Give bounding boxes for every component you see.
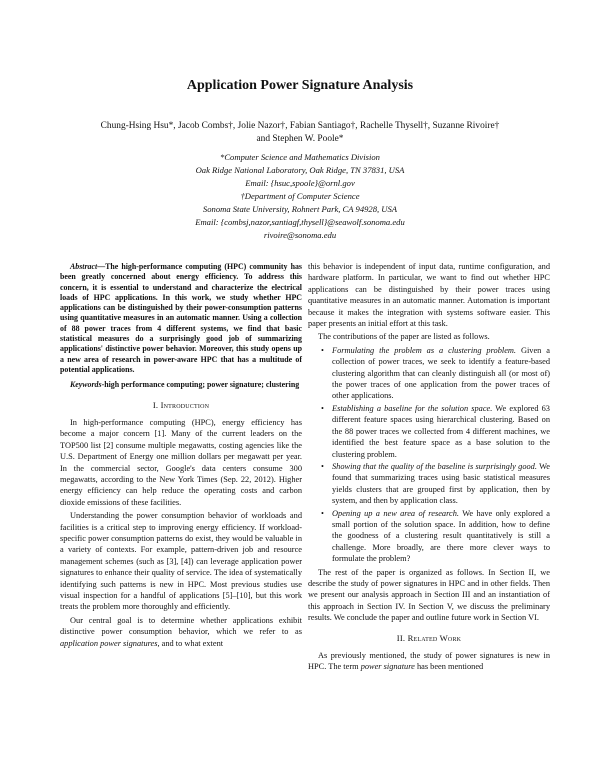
author-line-2: and Stephen W. Poole* bbox=[256, 134, 344, 144]
body-paragraph: Understanding the power consumption behavior of workloads and facilities is a critical step to improving energy efficiency. If workload-specific power consumption patterns do exist, they would be valuable in a variety of contexts. For example, pattern-driven job and resource management schemes (such as [3], [4]) can leverage application power signatures to enhance their quality of service. The idea of systematically identifying such patterns is new in HPC. Most previous studies use visual inspection for a handful of applications [5]–[10], but this work treats the problem more thoroughly and efficiently. bbox=[60, 511, 302, 612]
right-column bbox=[308, 261, 550, 673]
body-paragraph: The contributions of the paper are listed as follows. bbox=[318, 332, 490, 342]
author-list bbox=[70, 120, 530, 146]
affiliation-line: Oak Ridge National Laboratory, Oak Ridge, TN 37831, USA bbox=[195, 165, 405, 175]
affiliation-line: Sonoma State University, Rohnert Park, CA 94928, USA bbox=[202, 204, 398, 214]
body-paragraph: The rest of the paper is organized as follows. In Section II, we describe the study of power signatures in HPC and in other fields. Then we present our analysis approach in Section III and an instantiation of this approach in Section IV. In Section V, we discuss the preliminary results. We conclude the paper and outline future work in Section VI. bbox=[308, 567, 550, 623]
abstract bbox=[60, 262, 302, 375]
emphasis: Showing that the quality of the baseline is surprisingly good. bbox=[332, 461, 537, 471]
keywords-label: Keywords bbox=[70, 380, 102, 390]
abstract-label: Abstract bbox=[70, 262, 98, 271]
body-paragraph: this behavior is independent of input data, runtime configuration, and hardware platform. In particular, we want to find out whether HPC applications can be distinguished by their power traces using quantitative measures in an automatic manner. Automation is important because it makes the integration with systems software easier. This paper presents an initial effort at this task. bbox=[308, 262, 550, 329]
author-line-1: Chung-Hsing Hsu*, Jacob Combs†, Jolie Nazor†, Fabian Santiago†, Rachelle Thysell†, Suzanne Rivoire† bbox=[100, 121, 500, 131]
affiliation-line: rivoire@sonoma.edu bbox=[263, 230, 337, 240]
affiliation-line: Email: {hsuc,spoole}@ornl.gov bbox=[245, 178, 355, 188]
list-item bbox=[332, 345, 550, 402]
section-heading-related-work: II. Related Work bbox=[396, 632, 462, 643]
affiliation-line: Email: {combsj,nazor,santiagf,thysell}@seawolf.sonoma.edu bbox=[195, 217, 405, 227]
emphasis: Establishing a baseline for the solution space. bbox=[332, 403, 493, 413]
text-run: , and to what extent bbox=[157, 638, 224, 648]
abstract-text: —The high-performance computing (HPC) community has been greatly concerned about energy efficiency. To address this concern, it is essential to understand and characterize the electrical loads of HPC applications. In this work, we study whether HPC applications can be distinguished by their power-consumption patterns using quantitative measures in an automatic manner. Using a collection of 88 power traces from 4 different systems, we find that basic statistical measures do a surprisingly good job of summarizing applications' distinctive power behavior. Moreover, this study opens up a new area of research in power-aware HPC that has a multitude of potential applications. bbox=[60, 262, 302, 374]
emphasis: application power signatures bbox=[60, 638, 158, 648]
text-run: has been mentioned bbox=[414, 662, 484, 672]
text-run: Given a collection of power traces, we seek to identify a feature-based clustering algorithm that can cleanly distinguish all (or most of) the power traces of one application from the power traces of other applications. bbox=[332, 345, 550, 401]
body-paragraph: In high-performance computing (HPC), energy efficiency has become a major concern [1]. Many of the current leaders on the TOP500 list [2] consume multiple megawatts, costing agencies like the U.S. Department of Energy one million dollars per megawatt per year. In the commercial sector, Google's data centers consume 300 megawatts, according to the New York Times (Sep. 22, 2012). Higher energy efficiency can help reduce the operating costs and carbon dioxide emissions of these facilities. bbox=[60, 417, 302, 507]
emphasis: power signature bbox=[360, 662, 415, 672]
list-item bbox=[332, 403, 550, 460]
emphasis: Opening up a new area of research. bbox=[332, 508, 459, 518]
text-run: We explored 63 different feature spaces using hierarchical clustering. Based on the 88 power traces we collected from 4 different machines, we identified the best feature space as a base solution to the clustering problem. bbox=[332, 403, 550, 459]
text-run: Our central goal is to determine whether applications exhibit distinctive power consumption behavior, which we refer to as bbox=[60, 615, 302, 637]
text-run: We have only explored a small portion of the solution space. In addition, how to define the goodness of a clustering result quantitatively is still a challenge. More broadly, are there more clever ways to formulate the problem? bbox=[332, 508, 551, 564]
text-run: We found that summarizing traces using basic statistical measures yields clusters that are grouped first by application, then by system, and then by application class. bbox=[332, 461, 550, 506]
keywords bbox=[60, 380, 302, 390]
list-item bbox=[332, 508, 550, 565]
contribution-list bbox=[308, 345, 550, 565]
text-run: As previously mentioned, the study of power signatures is new in HPC. The term bbox=[308, 651, 550, 672]
left-column bbox=[60, 262, 302, 649]
affiliation-line: †Department of Computer Science bbox=[240, 191, 360, 201]
body-paragraph bbox=[60, 615, 302, 649]
list-item bbox=[332, 461, 550, 507]
body-paragraph bbox=[308, 650, 550, 673]
emphasis: Formulating the problem as a clustering problem. bbox=[332, 345, 517, 355]
affiliation-line: *Computer Science and Mathematics Division bbox=[220, 152, 380, 162]
paper-title: Application Power Signature Analysis bbox=[186, 78, 414, 93]
affiliations bbox=[90, 151, 510, 242]
section-heading-introduction: I. Introduction bbox=[152, 399, 210, 410]
keywords-text: -high performance computing; power signature; clustering bbox=[101, 380, 300, 390]
